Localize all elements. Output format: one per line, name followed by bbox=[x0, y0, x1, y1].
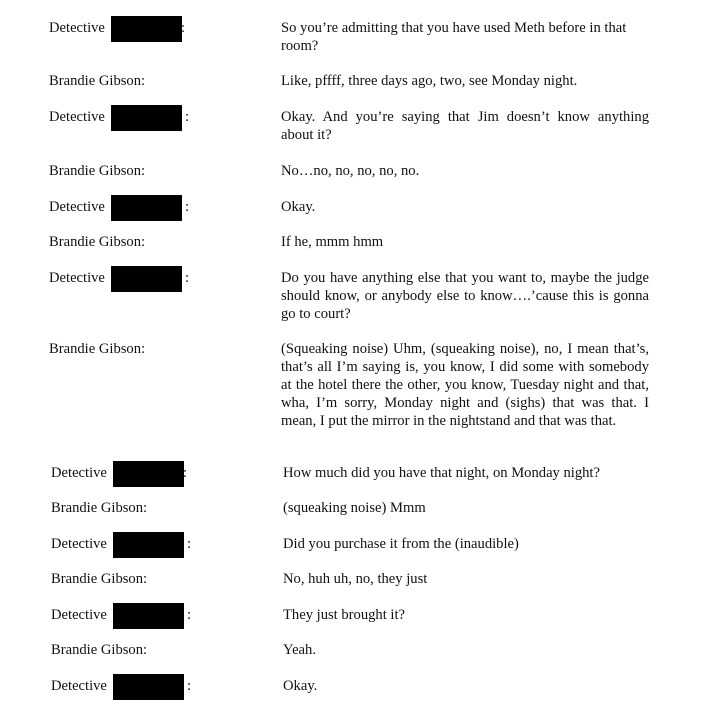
speaker-label: Brandie Gibson: bbox=[49, 73, 146, 89]
redaction-box bbox=[111, 266, 182, 292]
dialogue-text: (Squeaking noise) Uhm, (squeaking noise), no, I mean that’s, that’s all I’m saying is, you know, I did some with somebody at the hotel there the other, you know, Tuesday night and that, wha, I’m sorry, Monday night and (sighs) that was that. I mean, I put the mirror in the nightstand and that was that. bbox=[281, 341, 649, 429]
dialogue-text: Okay. bbox=[281, 199, 316, 215]
speaker-label: Detective bbox=[49, 270, 105, 286]
speaker-colon: : bbox=[187, 536, 192, 552]
speaker-label: Brandie Gibson: bbox=[49, 234, 146, 250]
dialogue-text: How much did you have that night, on Monday night? bbox=[283, 465, 600, 481]
dialogue-text: Like, pffff, three days ago, two, see Monday night. bbox=[281, 73, 578, 89]
redaction-box bbox=[111, 16, 182, 42]
speaker-label: Detective bbox=[51, 465, 107, 481]
speaker-label: Detective bbox=[49, 199, 105, 215]
speaker-label: Detective bbox=[51, 678, 107, 694]
redaction-box bbox=[111, 195, 182, 221]
speaker-colon: : bbox=[183, 465, 188, 481]
dialogue-text: Did you purchase it from the (inaudible) bbox=[283, 536, 519, 552]
dialogue-text: Yeah. bbox=[283, 642, 316, 658]
dialogue-text: If he, mmm hmm bbox=[281, 234, 384, 250]
dialogue-text: No…no, no, no, no, no. bbox=[281, 163, 420, 179]
dialogue-text: Do you have anything else that you want to, maybe the judge should know, or anybody else to know….’cause this is gonna go to court? bbox=[281, 270, 649, 322]
speaker-label: Detective bbox=[51, 536, 107, 552]
dialogue-text: They just brought it? bbox=[283, 607, 406, 623]
redaction-box bbox=[113, 532, 184, 558]
redaction-box bbox=[111, 105, 182, 131]
speaker-label: Brandie Gibson: bbox=[51, 500, 148, 516]
redaction-box bbox=[113, 603, 184, 629]
speaker-colon: : bbox=[187, 607, 192, 623]
dialogue-text: So you’re admitting that you have used Meth before in that room? bbox=[281, 20, 627, 54]
speaker-label: Brandie Gibson: bbox=[49, 163, 146, 179]
speaker-label: Detective bbox=[49, 20, 105, 36]
speaker-colon: : bbox=[185, 199, 190, 215]
dialogue-text: Okay. bbox=[283, 678, 318, 694]
speaker-label: Brandie Gibson: bbox=[51, 571, 148, 587]
redaction-box bbox=[113, 674, 184, 700]
dialogue-text: (squeaking noise) Mmm bbox=[283, 500, 426, 516]
speaker-colon: : bbox=[185, 109, 190, 125]
speaker-label: Brandie Gibson: bbox=[51, 642, 148, 658]
dialogue-text: Okay. And you’re saying that Jim doesn’t know anything about it? bbox=[281, 109, 649, 143]
speaker-colon: : bbox=[181, 20, 186, 36]
speaker-colon: : bbox=[185, 270, 190, 286]
speaker-label: Detective bbox=[49, 109, 105, 125]
speaker-label: Brandie Gibson: bbox=[49, 341, 146, 357]
redaction-box bbox=[113, 461, 184, 487]
speaker-colon: : bbox=[187, 678, 192, 694]
speaker-label: Detective bbox=[51, 607, 107, 623]
dialogue-text: No, huh uh, no, they just bbox=[283, 571, 428, 587]
